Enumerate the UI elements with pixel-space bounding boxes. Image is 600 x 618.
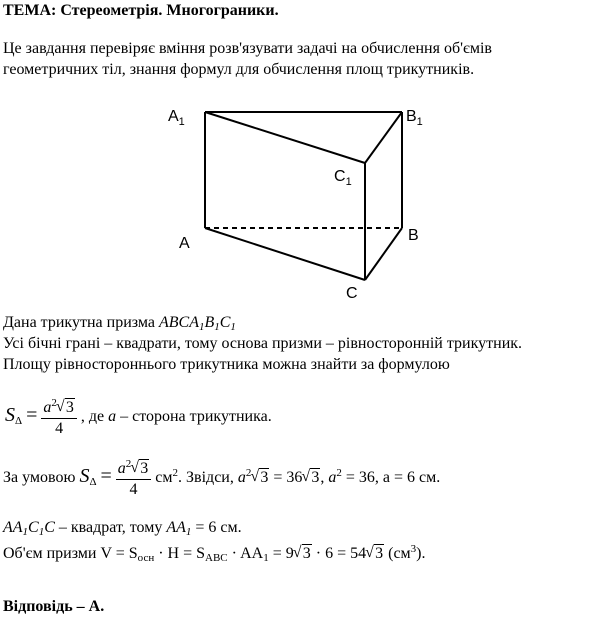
edge-b1-c1: [365, 112, 402, 163]
intro-line-1: Це завдання перевіряє вміння розв'язувати задачі на обчислення об'ємів: [3, 40, 492, 57]
area-fraction: $\frac{a^2√ 3}{4}$: [41, 397, 77, 438]
edge-a1-c1: [205, 112, 365, 163]
volume-line: Об'єм призми $V = S_{осн} \cdot H = S_{ABC} \cdot AA_1 = 9√$ 3 · 6 = 54√ 3 $(см^3)$.: [3, 543, 426, 564]
edge-a-c: [205, 228, 365, 280]
label-c: C: [346, 285, 358, 302]
solution-line-3: Площу рівностороннього трикутника можна знайти за формулою: [3, 356, 450, 373]
page-title: ТЕМА: Стереометрія. Многограники.: [3, 2, 279, 19]
formula-eq: =: [26, 404, 38, 427]
label-b: B: [408, 227, 419, 244]
solution-line-2: Усі бічні грані – квадрати, тому основа призми – рівносторонній трикутник.: [3, 335, 523, 352]
label-b1: $B_1$: [406, 108, 423, 128]
label-a1: $A_1$: [168, 108, 185, 128]
answer: Відповідь – А.: [3, 598, 105, 615]
edge-c-b: [365, 228, 402, 280]
prism-name: $ABCA_1B_1C_1$: [158, 314, 236, 333]
condition-fraction: $\frac{a^2√ 3}{4}$: [116, 458, 152, 499]
given-prefix: Дана трикутна призма: [3, 314, 159, 331]
condition-line: За умовою $S_\Delta$ = $\frac{a^2√ 3}{4}$ $см^2$. Звідси, $a^2√$ 3 = 36√ 3, $a^2 = 36$, а = 6 см.: [3, 458, 440, 499]
given-line: [3, 314, 236, 333]
label-c1: $C_1$: [334, 168, 352, 188]
area-formula-line: [5, 397, 272, 438]
formula-tail: , де a – сторона трикутника.: [80, 408, 272, 426]
intro-line-2: геометричних тіл, знання формул для обчислення площ трикутників.: [3, 61, 475, 78]
square-line: $AA_1C_1C$ – квадрат, тому $AA_1 = 6$ см.: [3, 519, 242, 538]
label-a: A: [179, 235, 190, 252]
formula-s: $S_\Delta$: [5, 404, 23, 428]
